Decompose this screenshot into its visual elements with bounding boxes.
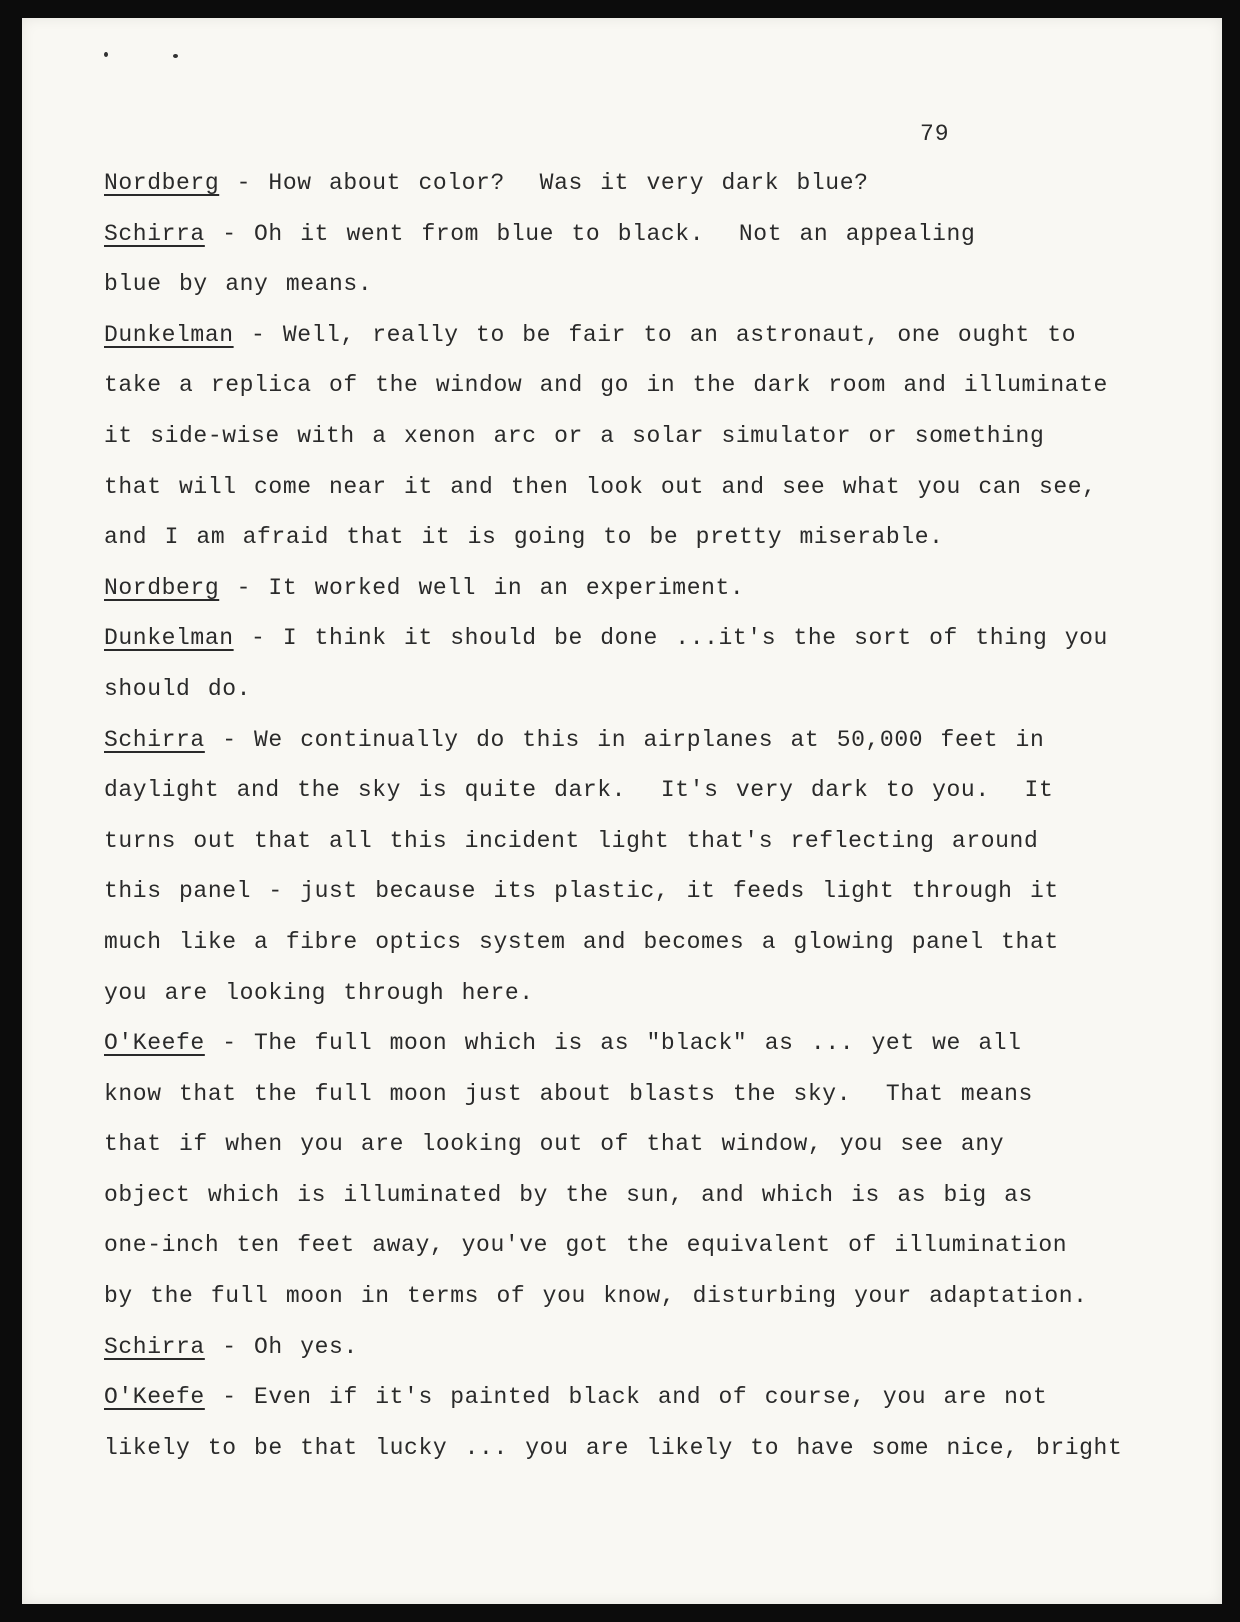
line-text: it side-wise with a xenon arc or a solar simulator or something — [104, 422, 1045, 449]
speaker-name: Dunkelman — [104, 321, 234, 348]
line-text: one-inch ten feet away, you've got the equivalent of illumination — [104, 1232, 1068, 1259]
transcript-line — [104, 462, 1164, 513]
transcript-line — [104, 664, 1164, 715]
transcript-line — [104, 1271, 1164, 1322]
document-page — [22, 18, 1222, 1604]
line-text: this panel - just because its plastic, it feeds light through it — [104, 878, 1059, 905]
line-text: that if when you are looking out of that window, you see any — [104, 1131, 1005, 1158]
transcript-line — [104, 259, 1164, 310]
line-text: that will come near it and then look out and see what you can see, — [104, 473, 1097, 500]
speaker-name: O'Keefe — [104, 1384, 205, 1411]
line-text: - I think it should be done ...it's the sort of thing you — [233, 625, 1108, 652]
transcript-line — [104, 715, 1164, 766]
line-text: much like a fibre optics system and becomes a glowing panel that — [104, 928, 1059, 955]
line-text: - Oh yes. — [204, 1333, 358, 1360]
transcript-line — [104, 1119, 1164, 1170]
line-text: - The full moon which is as "black" as ... yet we all — [204, 1030, 1022, 1057]
line-text: - Oh it went from blue to black. Not an appealing — [204, 220, 976, 247]
punch-mark — [104, 52, 108, 57]
transcript-line — [104, 1372, 1164, 1423]
line-text: turns out that all this incident light that's reflecting around — [104, 827, 1039, 854]
line-text: take a replica of the window and go in the dark room and illuminate — [104, 372, 1108, 399]
transcript-line — [104, 1069, 1164, 1120]
transcript-line — [104, 512, 1164, 563]
transcript-line — [104, 1322, 1164, 1373]
line-text: - Even if it's painted black and of course, you are not — [204, 1384, 1048, 1411]
line-text: blue by any means. — [104, 271, 373, 298]
line-text: - Well, really to be fair to an astronaut, one ought to — [233, 321, 1077, 348]
transcript-line — [104, 613, 1164, 664]
transcript-line — [104, 360, 1164, 411]
transcript-line — [104, 411, 1164, 462]
speaker-name: Dunkelman — [104, 625, 234, 652]
speaker-name: Schirra — [104, 726, 205, 753]
line-text: - It worked well in an experiment. — [219, 574, 745, 601]
transcript-line — [104, 563, 1164, 614]
line-text: likely to be that lucky ... you are likely to have some nice, bright — [104, 1434, 1123, 1461]
transcript-line — [104, 816, 1164, 867]
line-text: know that the full moon just about blasts the sky. That means — [104, 1080, 1033, 1107]
speaker-name: Nordberg — [104, 574, 220, 601]
transcript-line — [104, 765, 1164, 816]
transcript-line — [104, 310, 1164, 361]
speaker-name: Nordberg — [104, 170, 220, 196]
line-text: by the full moon in terms of you know, disturbing your adaptation. — [104, 1283, 1088, 1310]
transcript-line — [104, 1170, 1164, 1221]
speaker-name: Schirra — [104, 220, 205, 247]
line-text: daylight and the sky is quite dark. It's very dark to you. It — [104, 777, 1054, 804]
transcript-line — [104, 968, 1164, 1019]
line-text: - How about color? Was it very dark blue? — [219, 170, 869, 196]
transcript-line — [104, 1220, 1164, 1271]
speaker-name: O'Keefe — [104, 1030, 205, 1057]
transcript-line — [104, 1018, 1164, 1069]
line-text: you are looking through here. — [104, 979, 534, 1006]
line-text: should do. — [104, 675, 252, 702]
line-text: and I am afraid that it is going to be pretty miserable. — [104, 524, 944, 551]
punch-mark — [173, 54, 178, 58]
line-text: - We continually do this in airplanes at 50,000 feet in — [204, 726, 1045, 753]
transcript-line — [104, 866, 1164, 917]
transcript-line — [104, 917, 1164, 968]
page-number: 79 — [920, 121, 950, 147]
transcript-body — [104, 158, 1164, 1473]
transcript-line — [104, 209, 1164, 260]
transcript-line — [104, 1423, 1164, 1474]
line-text: object which is illuminated by the sun, and which is as big as — [104, 1181, 1033, 1208]
transcript-line — [104, 158, 1164, 209]
speaker-name: Schirra — [104, 1333, 205, 1360]
